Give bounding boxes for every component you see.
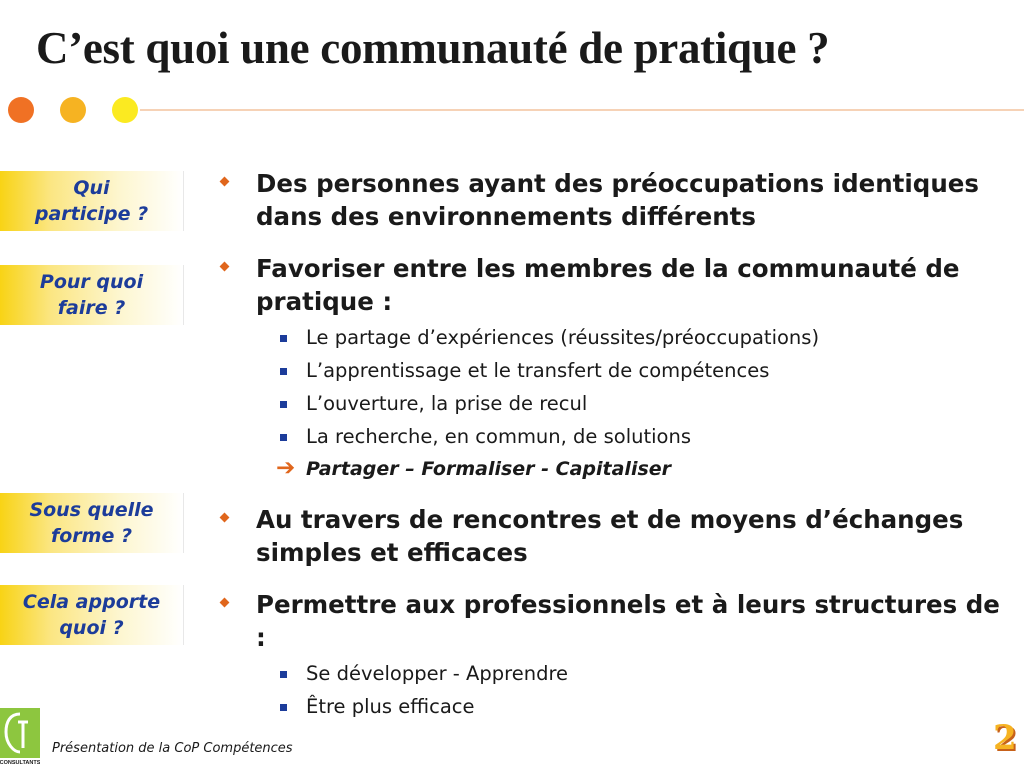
square-bullet-icon [280,704,287,711]
sub-bullet-item: Le partage d’expériences (réussites/préoccupations) [216,321,1016,354]
bullet-item: Au travers de rencontres et de moyens d’échanges simples et efficaces [216,503,1016,569]
square-bullet-icon [280,335,287,342]
diamond-bullet-icon [220,513,230,523]
tab-cela-apporte-quoi[interactable] [0,585,184,645]
title-divider [140,109,1024,111]
footer-presentation-title: Présentation de la CoP Compétences [52,741,293,756]
tab-pour-quoi-faire[interactable] [0,265,184,325]
sub-bullet-item: Se développer - Apprendre [216,657,1016,690]
bullet-item: Favoriser entre les membres de la communauté de pratique : [216,252,1016,318]
slide-title: C’est quoi une communauté de pratique ? [36,23,830,73]
arrow-right-icon: ➔ [276,455,296,481]
square-bullet-icon [280,671,287,678]
orange-dot-icon [8,97,34,123]
diamond-bullet-icon [220,262,230,272]
amber-dot-icon [60,97,86,123]
sub-bullet-item: L’apprentissage et le transfert de compétences [216,354,1016,387]
sub-bullet-item: Être plus efficace [216,690,1016,723]
ctc-logo-icon [0,708,40,766]
square-bullet-icon [280,368,287,375]
tab-label: Sous quelle forme ? [29,499,154,547]
tab-sous-quelle-forme[interactable] [0,493,184,553]
yellow-dot-icon [112,97,138,123]
tab-qui-participe[interactable] [0,171,184,231]
square-bullet-icon [280,401,287,408]
page-number: 2 [993,718,1017,758]
bullet-item: Permettre aux professionnels et à leurs structures de : [216,588,1016,654]
diamond-bullet-icon [220,598,230,608]
slide-content [216,167,1016,723]
tab-label: Cela apporte quoi ? [22,591,161,639]
tab-label: Pour quoi faire ? [39,271,144,319]
logo-text: CONSULTANTS [0,760,40,766]
diamond-bullet-icon [220,177,230,187]
square-bullet-icon [280,434,287,441]
tab-label: Qui participe ? [34,177,149,225]
sub-bullet-item: La recherche, en commun, de solutions [216,420,1016,453]
bullet-item: Des personnes ayant des préoccupations identiques dans des environnements différents [216,167,1016,233]
arrow-bullet-item: ➔ Partager – Formaliser - Capitaliser [216,453,1016,486]
sub-bullet-item: L’ouverture, la prise de recul [216,387,1016,420]
